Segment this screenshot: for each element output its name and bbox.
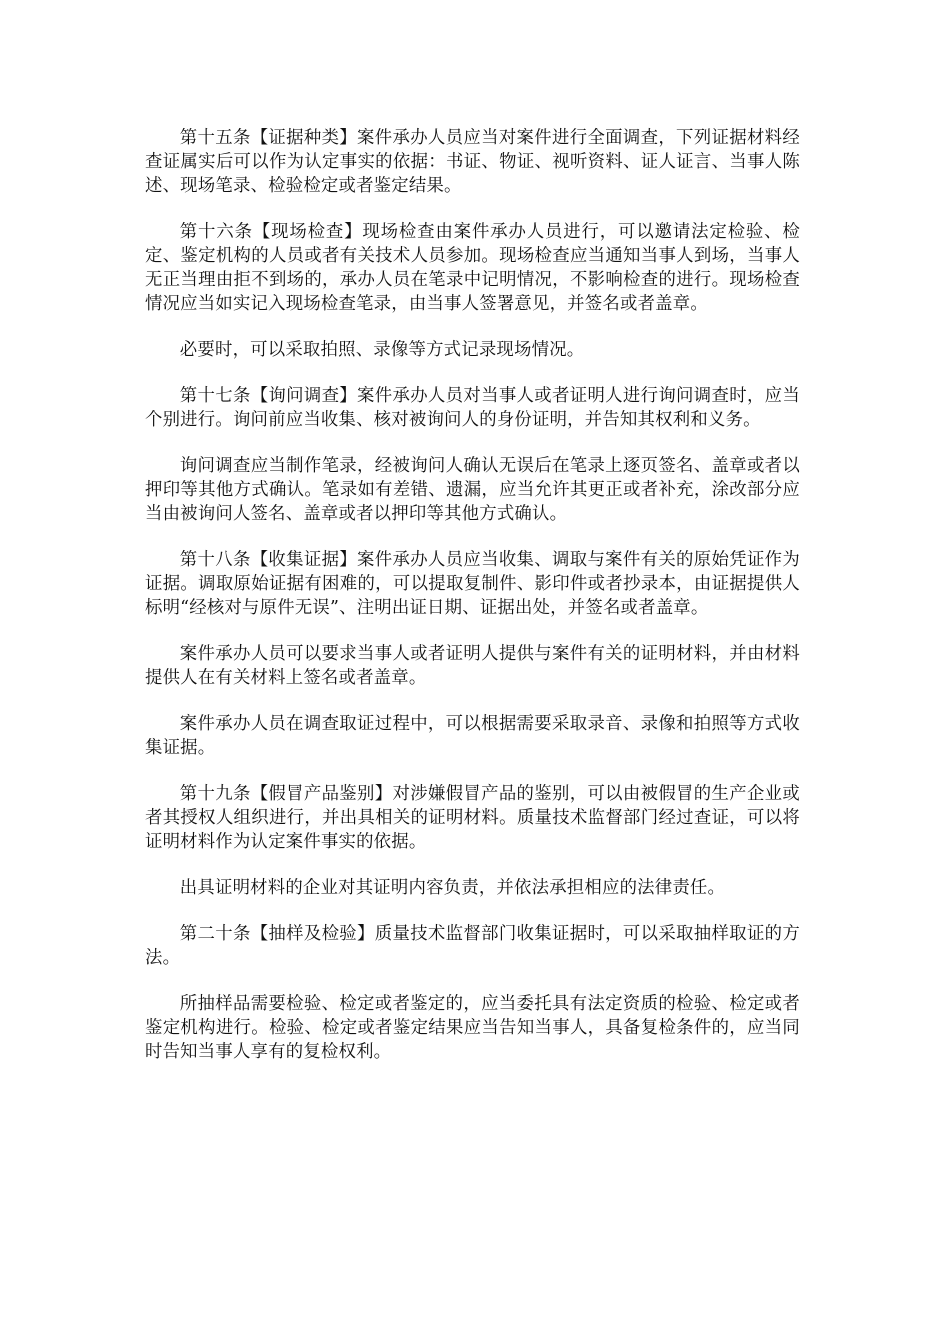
paragraph-article-18-supplement-1: 案件承办人员可以要求当事人或者证明人提供与案件有关的证明材料，并由材料提供人在有关材料上签名或者盖章。 [145, 644, 800, 688]
paragraph-article-18-supplement-2: 案件承办人员在调查取证过程中，可以根据需要采取录音、录像和拍照等方式收集证据。 [145, 714, 800, 758]
paragraph-article-16-supplement: 必要时，可以采取拍照、录像等方式记录现场情况。 [179, 340, 585, 360]
paragraph-article-20-supplement: 所抽样品需要检验、检定或者鉴定的，应当委托具有法定资质的检验、检定或者鉴定机构进行。检验、检定或者鉴定结果应当告知当事人，具备复检条件的，应当同时告知当事人享有的复检权利。 [145, 994, 800, 1062]
document-body [145, 126, 800, 1086]
paragraph-article-20: 第二十条【抽样及检验】质量技术监督部门收集证据时，可以采取抽样取证的方法。 [145, 924, 800, 968]
paragraph-article-19: 第十九条【假冒产品鉴别】对涉嫌假冒产品的鉴别，可以由被假冒的生产企业或者其授权人组织进行，并出具相关的证明材料。质量技术监督部门经过查证，可以将证明材料作为认定案件事实的依据。 [145, 784, 800, 852]
paragraph-article-17: 第十七条【询问调查】案件承办人员对当事人或者证明人进行询问调查时，应当个别进行。询问前应当收集、核对被询问人的身份证明，并告知其权利和义务。 [145, 386, 800, 430]
paragraph-article-17-supplement: 询问调查应当制作笔录，经被询问人确认无误后在笔录上逐页签名、盖章或者以押印等其他方式确认。笔录如有差错、遗漏，应当允许其更正或者补充，涂改部分应当由被询问人签名、盖章或者以押印等其他方式确认。 [145, 456, 800, 524]
paragraph-article-19-supplement: 出具证明材料的企业对其证明内容负责，并依法承担相应的法律责任。 [179, 878, 726, 898]
paragraph-article-16: 第十六条【现场检查】现场检查由案件承办人员进行，可以邀请法定检验、检定、鉴定机构的人员或者有关技术人员参加。现场检查应当通知当事人到场，当事人无正当理由拒不到场的，承办人员在笔录中记明情况，不影响检查的进行。现场检查情况应当如实记入现场检查笔录，由当事人签署意见，并签名或者盖章。 [145, 222, 800, 314]
paragraph-article-18: 第十八条【收集证据】案件承办人员应当收集、调取与案件有关的原始凭证作为证据。调取原始证据有困难的，可以提取复制件、影印件或者抄录本，由证据提供人标明“经核对与原件无误”、注明出证日期、证据出处，并签名或者盖章。 [145, 550, 800, 618]
paragraph-article-15: 第十五条【证据种类】案件承办人员应当对案件进行全面调查，下列证据材料经查证属实后可以作为认定事实的依据：书证、物证、视听资料、证人证言、当事人陈述、现场笔录、检验检定或者鉴定结果。 [145, 128, 800, 196]
